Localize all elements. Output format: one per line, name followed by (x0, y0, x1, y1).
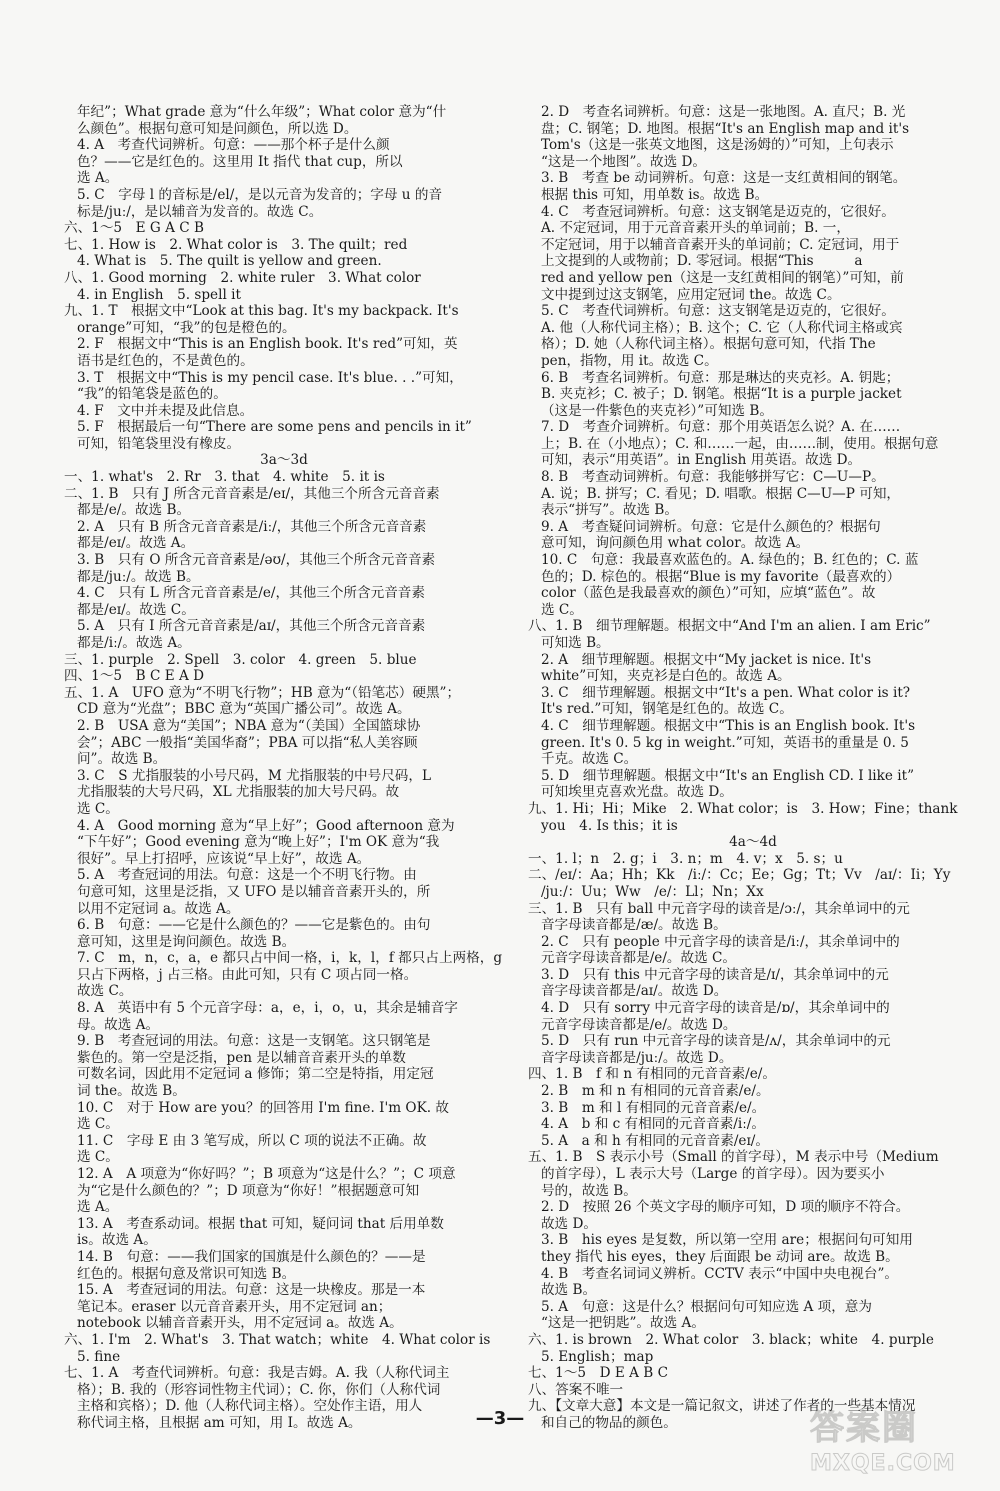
answer-line: 尤指服装的大号尺码，XL 尤指服装的加大号尺码。故 (64, 784, 400, 801)
left-column (64, 104, 504, 1432)
answer-line: 4. F 文中并未提及此信息。 (64, 402, 254, 419)
answer-line: 11. C 字母 E 由 3 笔写成，所以 C 项的说法不正确。故 (64, 1132, 427, 1149)
answer-line: 选 A。 (64, 170, 119, 187)
answer-line: white”可知，夹克衫是白色的。故选 A。 (528, 668, 791, 685)
answer-line: 七、1～5 D E A B C (528, 1365, 668, 1382)
answer-line: 六、1～5 E G A C B (64, 220, 204, 237)
watermark-logo (810, 1400, 980, 1480)
answer-line: 一、1. what's 2. Rr 3. that 4. white 5. it is (64, 469, 385, 486)
answer-line: 只占下两格，j 占三格。由此可知，只有 C 项占同一格。 (64, 966, 418, 983)
answer-line: 盘；C. 钢笔；D. 地图。根据“It's an English map and it's (528, 120, 910, 137)
answer-line: 元音字母读音都是/e/。故选 C。 (528, 950, 737, 967)
answer-line: 5. A a 和 h 有相同的元音音素/eɪ/。 (528, 1132, 769, 1149)
answer-line: 四、1～5 B C E A D (64, 668, 204, 685)
answer-line: Tom's（这是一张英文地图，这是汤姆的）”可知，上句表示 (528, 137, 894, 154)
answer-line: 3. C S 尤指服装的小号尺码，M 尤指服装的中号尺码，L (64, 767, 432, 784)
answer-line: 2. C 只有 people 中元音字母的读音是/iː/，其余单词中的 (528, 933, 900, 950)
answer-line: 4. A b 和 c 有相同的元音音素/iː/。 (528, 1116, 765, 1133)
answer-line: 八、1. B 细节理解题。根据文中“And I'm an alien. I am Eric” (528, 618, 931, 635)
answer-line: 2. D 考查名词辨析。句意：这是一张地图。A. 直尺；B. 光 (528, 104, 906, 120)
answer-line: 元音字母读音都是/e/。故选 D。 (528, 1016, 737, 1033)
answer-line: 5. F 根据最后一句“There are some pens and pencils in it” (64, 419, 472, 436)
answer-line: 可数名词，因此用不定冠词 a 修饰；第二空是特指，用定冠 (64, 1066, 434, 1083)
answer-line: 5. D 细节理解题。根据文中“It's an English CD. I like it” (528, 767, 915, 784)
answer-line: 5. fine (64, 1348, 121, 1365)
answer-line: 9. B 考查冠词的用法。句意：这是一支钢笔。这只钢笔是 (64, 1033, 431, 1050)
answer-line: 母。故选 A。 (64, 1016, 160, 1033)
answer-line: 三、1. B 只有 ball 中元音字母的读音是/ɔː/，其余单词中的元 (528, 900, 910, 917)
answer-line: 不定冠词，用于以辅音音素开头的单词前；C. 定冠词，用于 (528, 236, 900, 253)
answer-line: 格）；B. 我的（形容词性物主代词）；C. 你，你们（人称代词 (64, 1381, 441, 1398)
answer-line: 6. B 考查名词辨析。句意：那是琳达的夹克衫。A. 钥匙； (528, 369, 900, 386)
answer-line: CD 意为“光盘”；BBC 意为“英国广播公司”。故选 A。 (64, 701, 411, 718)
answer-line: 色？——它是红色的。这里用 It 指代 that cup，所以 (64, 153, 403, 170)
answer-line: 二、1. B 只有 J 所含元音音素是/eɪ/，其他三个所含元音音素 (64, 485, 440, 502)
answer-line: 八、1. Good morning 2. white ruler 3. What color (64, 269, 421, 286)
answer-line: 2. A 只有 B 所含元音音素是/iː/，其他三个所含元音音素 (64, 518, 427, 535)
answer-line: 4. What is 5. The quilt is yellow and green. (64, 253, 382, 270)
answer-line: 2. B m 和 n 有相同的元音音素/e/。 (528, 1083, 770, 1100)
answer-line: 四、1. B f 和 n 有相同的元音音素/e/。 (528, 1066, 776, 1083)
answer-line: 一、1. l；n 2. g；i 3. n；m 4. v；x 5. s；u (528, 850, 843, 867)
answer-line: 音字母读音都是/juː/。故选 D。 (528, 1049, 733, 1066)
answer-line: 7. C m，n，c，a，e 都只占中间一格，i，k，l，f 都只占上两格，g (64, 950, 503, 967)
answer-line: 以用不定冠词 a。故选 A。 (64, 900, 240, 917)
answer-line: 可知选 B。 (528, 635, 610, 651)
answer-line: 根据 this 可知，用单数 is。故选 B。 (528, 186, 769, 203)
answer-line: 七、1. How is 2. What color is 3. The quilt；red (64, 236, 408, 253)
answer-line: 都是/eɪ/。故选 A。 (64, 535, 195, 552)
answer-line: 12. A A 项意为“你好吗？”；B 项意为“这是什么？”；C 项意 (64, 1166, 456, 1182)
section-heading: 3a～3d (260, 452, 308, 469)
answer-line: B. 夹克衫；C. 被子；D. 钢笔。根据“It is a purple jacket (528, 386, 902, 403)
answer-line: A. 不定冠词，用于元音音素开头的单词前；B. 一， (528, 220, 850, 237)
answer-line: 5. A 考查冠词的用法。句意：这是一个不明飞行物。由 (64, 867, 417, 884)
answer-line: 2. D 按照 26 个英文字母的顺序可知，D 项的顺序不符合。 (528, 1199, 910, 1216)
answer-line: they 指代 his eyes，they 后面跟 be 动词 are。故选 B。 (528, 1248, 899, 1265)
answer-line: 3. B his eyes 是复数，所以第一空用 are；根据问句可知用 (528, 1232, 913, 1249)
answer-line: 都是/eɪ/。故选 C。 (64, 601, 195, 618)
answer-line: 选 C。 (64, 800, 119, 817)
answer-line: 表示“拼写”。故选 B。 (528, 502, 678, 519)
answer-line: 可知，铅笔袋里没有橡皮。 (64, 435, 241, 452)
answer-line: 主格和宾格）；D. 他（人称代词主格）。空处作主语，用人 (64, 1398, 423, 1415)
answer-line: 么颜色”。根据句意可知是问颜色，所以选 D。 (64, 120, 358, 137)
answer-line: 和自己的物品的颜色。 (528, 1414, 677, 1431)
answer-line: It's red.”可知，钢笔是红色的。故选 C。 (528, 701, 793, 718)
answer-line: 六、1. is brown 2. What color 3. black；white 4. purple (528, 1331, 934, 1348)
answer-line: 8. B 考查动词辨析。句意：我能够拼写它：C—U—P。 (528, 469, 885, 486)
answer-line: A. 他（人称代词主格）；B. 这个；C. 它（人称代词主格或宾 (528, 319, 903, 336)
answer-line: orange”可知，“我”的包是橙色的。 (64, 319, 296, 336)
answer-line: color（蓝色是我最喜欢的颜色）”可知，应填“蓝色”。故 (528, 585, 876, 602)
answer-line: 4. in English 5. spell it (64, 286, 241, 303)
answer-line: 5. C 考查代词辨析。句意：这支钢笔是迈克的，它很好。 (528, 303, 895, 320)
answer-line: 八、答案不唯一 (528, 1381, 624, 1398)
answer-line: 5. A 只有 I 所含元音音素是/aɪ/，其他三个所含元音音素 (64, 618, 426, 635)
section-heading: 4a～4d (729, 834, 777, 851)
answer-line: 问”。故选 B。 (64, 751, 167, 768)
answer-line: 句意可知，这里是泛指，又 UFO 是以辅音音素开头的，所 (64, 883, 431, 900)
answer-line: pen，指物，用 it。故选 C。 (528, 352, 718, 369)
answer-line: 文中提到过这支钢笔，应用定冠词 the。故选 C。 (528, 286, 841, 303)
answer-line: 9. A 考查疑问词辨析。句意：它是什么颜色的？根据句 (528, 518, 881, 535)
answer-line: 千克。故选 C。 (528, 751, 638, 768)
page-number: —3— (475, 1408, 525, 1429)
answer-line: 笔记本。eraser 以元音音素开头，用不定冠词 an； (64, 1298, 392, 1315)
answer-line: 5. C 字母 l 的音标是/el/，是以元音为发音的；字母 u 的音 (64, 186, 443, 203)
answer-line: 5. English；map (528, 1348, 654, 1365)
answer-line: 紫色的。第一空是泛指，pen 是以辅音音素开头的单数 (64, 1049, 406, 1066)
answer-line: 音字母读音都是/aɪ/。故选 D。 (528, 983, 728, 1000)
answer-line: 称代词主格，且根据 am 可知，用 I。故选 A。 (64, 1414, 362, 1431)
answer-line: 三、1. purple 2. Spell 3. color 4. green 5. blue (64, 651, 417, 668)
answer-line: 可知埃里克喜欢光盘。故选 D。 (528, 784, 733, 801)
answer-line: 意可知，这里是询问颜色。故选 B。 (64, 933, 296, 950)
answer-line: 2. F 根据文中“This is an English book. It's red”可知，英 (64, 336, 458, 353)
answer-line: 选 A。 (64, 1199, 119, 1216)
answer-line: A. 说；B. 拼写；C. 看见；D. 唱歌。根据 C—U—P 可知， (528, 485, 901, 502)
answer-line: “下午好”；Good evening 意为“晚上好”；I'm OK 意为“我 (64, 834, 440, 851)
answer-line: 10. C 对于 How are you？的回答用 I'm fine. I'm OK. 故 (64, 1099, 449, 1116)
answer-line: 词 the。故选 B。 (64, 1083, 186, 1100)
answer-line: 3. T 根据文中“This is my pencil case. It's blue. . .”可知， (64, 369, 463, 386)
answer-line: red and yellow pen（这是一支红黄相间的钢笔）”可知，前 (528, 269, 904, 286)
answer-line: 4. D 只有 sorry 中元音字母的读音是/ɒ/，其余单词中的 (528, 1000, 890, 1017)
answer-line: 意可知，询问颜色用 what color。故选 A。 (528, 535, 810, 552)
answer-line: 九、【文章大意】本文是一篇记叙文，讲述了作者的一些基本情况 (528, 1398, 916, 1415)
right-column (528, 104, 978, 1432)
answer-line: 7. D 考查介词辨析。句意：那个用英语怎么说？A. 在…… (528, 419, 901, 436)
answer-line: notebook 以辅音音素开头，用不定冠词 a。故选 A。 (64, 1315, 403, 1332)
answer-line: 2. B USA 意为“美国”；NBA 意为“（美国）全国篮球协 (64, 717, 421, 734)
answer-line: 5. A 句意：这是什么？根据问句可知应选 A 项，意为 (528, 1298, 872, 1315)
answer-line: “这是一个地图”。故选 D。 (528, 153, 707, 170)
answer-line: 6. B 句意：——它是什么颜色的？——它是紫色的。由句 (64, 917, 431, 934)
answer-line: 3. B m 和 l 有相同的元音音素/e/。 (528, 1099, 766, 1116)
answer-line: 二、/eɪ/：Aa；Hh；Kk /iː/：Cc；Ee；Gg；Tt；Vv /aɪ/：Ii；Yy (528, 867, 951, 884)
answer-line: 号的，故选 B。 (528, 1182, 637, 1199)
answer-line: 4. A Good morning 意为“早上好”；Good afternoon 意为 (64, 817, 455, 834)
answer-line: 都是/iː/。故选 A。 (64, 635, 191, 651)
answer-line: 为“它是什么颜色的？”；D 项意为“你好！”根据题意可知 (64, 1182, 420, 1199)
answer-line: 上文提到的人或物前；D. 零冠词。根据“This a (528, 253, 863, 270)
answer-line: 4. C 只有 L 所含元音音素是/e/，其他三个所含元音音素 (64, 585, 425, 602)
answer-line: 七、1. A 考查代词辨析。句意：我是吉姆。A. 我（人称代词主 (64, 1365, 450, 1382)
answer-line: you 4. Is this；it is (528, 817, 678, 834)
answer-line: 4. C 考查冠词辨析。句意：这支钢笔是迈克的，它很好。 (528, 203, 895, 220)
answer-line: 可知，表示“用英语”。in English 用英语。故选 D。 (528, 452, 862, 469)
answer-line: 音字母读音都是/æ/。故选 B。 (528, 917, 727, 934)
answer-line: 会”；ABC 一般指“美国华裔”；PBA 可以指“私人美容顾 (64, 734, 418, 751)
answer-line: 3. B 考查 be 动词辨析。句意：这是一支红黄相间的钢笔。 (528, 170, 907, 187)
answer-line: 年纪”；What grade 意为“什么年级”；What color 意为“什 (64, 104, 447, 120)
answer-line: 8. A 英语中有 5 个元音字母：a，e，i，o，u，其余是辅音字 (64, 1000, 458, 1017)
answer-line: 选 C。 (64, 1149, 119, 1166)
answer-line: is。故选 A。 (64, 1232, 157, 1249)
answer-line: 4. C 细节理解题。根据文中“This is an English book. It's (528, 717, 916, 734)
answer-line: 选 C。 (528, 601, 583, 618)
answer-line: /juː/：Uu；Ww /e/：Ll；Nn；Xx (528, 883, 764, 900)
answer-line: 很好”。早上打招呼，应该说“早上好”，故选 A。 (64, 850, 371, 867)
answer-line: 故选 D。 (528, 1215, 597, 1232)
answer-line: 选 C。 (64, 1116, 119, 1133)
answer-line: 上；B. 在（小地点）；C. 和……一起，由……制，使用。根据句意 (528, 435, 939, 452)
answer-line: 都是/e/。故选 B。 (64, 502, 191, 519)
answer-line: 故选 C。 (64, 983, 133, 1000)
answer-line: 10. C 句意：我最喜欢蓝色的。A. 绿色的；B. 红色的；C. 蓝 (528, 552, 919, 569)
answer-line: green. It's 0. 5 kg in weight.”可知，英语书的重量是 0. 5 (528, 734, 909, 751)
answer-line: 标是/juː/，是以辅音为发音的。故选 C。 (64, 203, 323, 220)
answer-line: 15. A 考查冠词的用法。句意：这是一块橡皮。那是一本 (64, 1282, 426, 1299)
watermark-url: MXQE.COM (810, 1451, 956, 1476)
answer-line: 的首字母），L 表示大号（Large 的首字母）。因为要买小 (528, 1166, 885, 1182)
answer-line: “我”的铅笔袋是蓝色的。 (64, 386, 227, 403)
answer-line: 3. B 只有 O 所含元音音素是/əʊ/，其他三个所含元音音素 (64, 552, 436, 569)
answer-line: 5. D 只有 run 中元音字母的读音是/ʌ/，其余单词中的元 (528, 1033, 891, 1050)
answer-line: 4. A 考查代词辨析。句意：——那个杯子是什么颜 (64, 137, 390, 154)
answer-line: 九、1. T 根据文中“Look at this bag. It's my backpack. It's (64, 303, 459, 320)
answer-line: 故选 B。 (528, 1282, 597, 1299)
answer-line: 14. B 句意：——我们国家的国旗是什么颜色的？——是 (64, 1248, 426, 1265)
answer-line: （这是一件紫色的夹克衫）”可知选 B。 (528, 402, 773, 419)
answer-line: “这是一把钥匙”。故选 A。 (528, 1315, 705, 1332)
answer-line: 九、1. Hi；Hi；Mike 2. What color；is 3. How；Fine；thank (528, 800, 958, 817)
answer-line: 都是/juː/。故选 B。 (64, 568, 200, 585)
answer-line: 3. D 只有 this 中元音字母的读音是/ɪ/，其余单词中的元 (528, 966, 889, 983)
answer-line: 格）；D. 她（人称代词主格）。根据句意可知，代指 The (528, 336, 876, 353)
answer-line: 3. C 细节理解题。根据文中“It's a pen. What color is it? (528, 684, 911, 701)
answer-line: 五、1. A UFO 意为“不明飞行物”；HB 意为“（铅笔芯）硬黑”； (64, 684, 461, 701)
watermark-logo-text: 答案圈 (810, 1408, 918, 1448)
answer-line: 语书是红色的，不是黄色的。 (64, 352, 254, 369)
answer-line: 13. A 考查系动词。根据 that 可知，疑问词 that 后用单数 (64, 1215, 444, 1232)
answer-line: 五、1. B S 表示小号（Small 的首字母），M 表示中号（Medium (528, 1149, 939, 1166)
answer-line: 六、1. I'm 2. What's 3. That watch；white 4. What color is (64, 1331, 491, 1348)
answer-line: 4. B 考查名词词义辨析。CCTV 表示“中国中央电视台”。 (528, 1265, 899, 1282)
answer-line: 红色的。根据句意及常识可知选 B。 (64, 1265, 296, 1282)
answer-line: 2. A 细节理解题。根据文中“My jacket is nice. It's (528, 651, 872, 668)
answer-line: 色的；D. 棕色的。根据“Blue is my favorite（最喜欢的） (528, 568, 901, 585)
